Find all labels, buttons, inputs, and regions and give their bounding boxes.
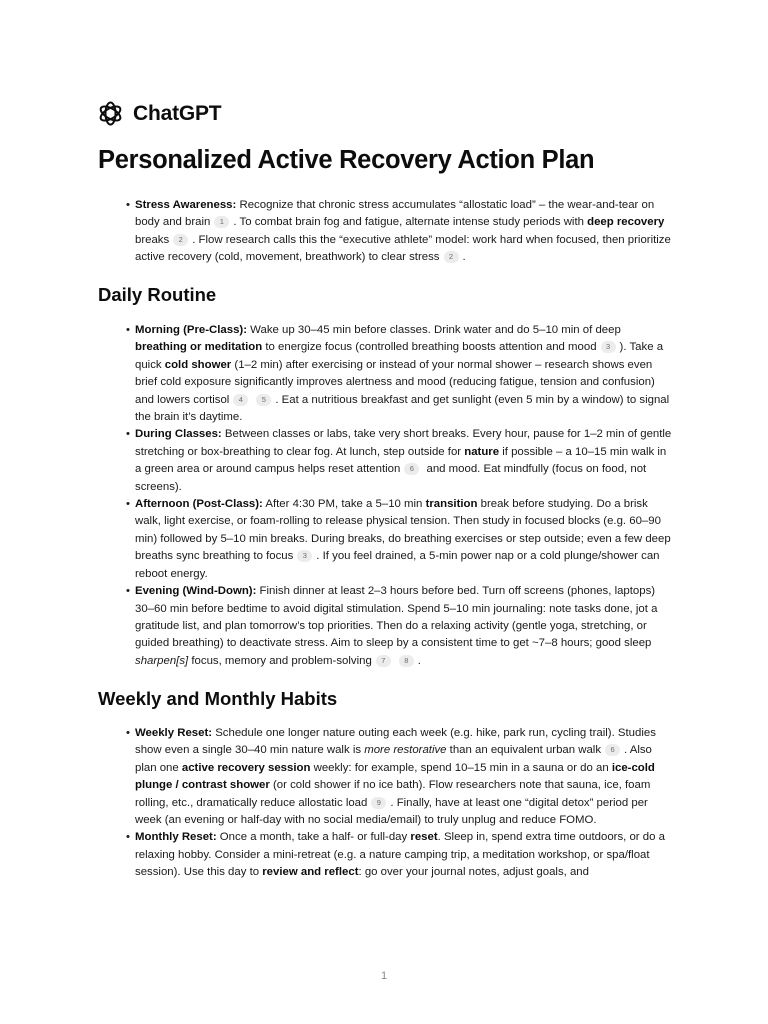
bold-text: reset <box>410 831 438 844</box>
bold-text: breathing or meditation <box>135 341 263 354</box>
item-label: Evening (Wind-Down): <box>135 585 257 598</box>
item-text: and mood. Eat mindfully (focus on food, not screens). <box>135 463 647 493</box>
citation-badge[interactable]: 8 <box>399 655 414 667</box>
bullet-marker: • <box>126 585 130 598</box>
item-text: . Eat a nutritious breakfast and get sunlight (even 5 min by a window) to signal the brain it’s daytime. <box>135 393 670 424</box>
citation-badge[interactable]: 9 <box>371 797 386 809</box>
list-item-during-classes <box>127 426 672 496</box>
item-text: ). Take a quick <box>135 341 664 371</box>
citation-badge[interactable]: 1 <box>214 216 229 228</box>
bold-text: ice-cold plunge / contrast shower <box>135 761 655 792</box>
list-item-evening <box>127 583 672 670</box>
item-label: Weekly Reset: <box>135 727 213 739</box>
item-text: (or cold shower if no ice bath). Flow researchers note that sauna, ice, foam rolling, etc., dramatically reduce allostatic load <box>135 779 651 809</box>
bullet-marker: • <box>126 498 130 511</box>
item-label: During Classes: <box>135 428 222 441</box>
list-item-stress-awareness <box>127 197 672 267</box>
list-item-afternoon <box>127 496 672 583</box>
page-title: Personalized Active Recovery Action Plan <box>98 146 595 174</box>
citation-badge[interactable]: 5 <box>256 394 271 406</box>
bullet-marker: • <box>126 428 130 441</box>
citation-badge[interactable]: 7 <box>376 655 391 667</box>
bold-text: deep recovery <box>587 216 665 229</box>
list-item-weekly-reset <box>127 725 672 829</box>
item-text: . Sleep in, spend extra time outdoors, or do a relaxing hobby. Consider a mini-retreat (e.g. a nature camping trip, a meditation workshop, or spa/float session). Use this day to <box>135 831 665 879</box>
intro-list <box>127 197 672 267</box>
chatgpt-logo-icon <box>97 100 124 127</box>
item-text: . Flow research calls this the “executive athlete” model: work hard when focused, then prioritize active recovery (cold, movement, breathwork) to clear stress <box>135 233 671 264</box>
item-text: to energize focus (controlled breathing boosts attention and mood <box>262 341 597 354</box>
item-label: Monthly Reset: <box>135 831 217 844</box>
citation-badge[interactable]: 3 <box>601 341 616 353</box>
item-text: Recognize that chronic stress accumulates “allostatic load” – the wear-and-tear on body and brain <box>135 199 655 229</box>
item-label: Stress Awareness: <box>135 199 237 211</box>
item-text: . If you feel drained, a 5-min power nap or a cold plunge/shower can reboot energy. <box>135 550 660 580</box>
item-text: . Also plan one <box>135 744 652 774</box>
item-text: break before studying. Do a brisk walk, light exercise, or foam-rolling to release physical tension. Then study in focused blocks (e.g. 60–90 min) followed by 5–10 min breaks. During breaks, do breathing exercises or step outside; even a few deep breaths sync breathing to focus <box>135 498 671 563</box>
citation-badge[interactable]: 2 <box>173 234 188 246</box>
bold-text: review and reflect <box>262 866 359 879</box>
item-text: (1–2 min) after exercising or instead of your normal shower – research shows even brief cold exposure significantly improves alertness and mood (reducing fatigue, tension and confusion) and lowers cortisol <box>135 358 655 406</box>
daily-routine-list <box>127 322 672 670</box>
item-text: than an equivalent urban walk <box>446 744 602 757</box>
bullet-marker: • <box>126 831 130 844</box>
bold-text: nature <box>464 445 500 458</box>
item-label: Afternoon (Post-Class): <box>135 498 263 511</box>
brand-name: ChatGPT <box>133 101 222 125</box>
item-text: . <box>417 654 421 667</box>
bullet-marker: • <box>126 727 130 739</box>
italic-text: more restorative <box>364 744 447 757</box>
item-label: Morning (Pre-Class): <box>135 324 248 336</box>
item-text: Between classes or labs, take very short breaks. Every hour, pause for 1–2 min of gentle stretching or box-breathing to clear fog. At lunch, step outside for <box>135 428 672 458</box>
item-text: . Finally, have at least one “digital detox” period per week (an evening or half-day with no social media/email) to truly unplug and reduce FOMO. <box>135 796 648 827</box>
item-text: : go over your journal notes, adjust goals, and <box>358 866 589 879</box>
item-text: After 4:30 PM, take a 5–10 min <box>262 498 426 511</box>
weekly-monthly-list <box>127 725 672 882</box>
page-number: 1 <box>380 970 388 982</box>
bullet-marker: • <box>126 199 130 211</box>
item-text: breaks <box>135 233 170 246</box>
citation-badge[interactable]: 6 <box>404 463 419 475</box>
bold-text: transition <box>425 498 478 511</box>
item-text: . <box>462 251 466 264</box>
list-item-monthly-reset <box>127 829 672 881</box>
bold-text: cold shower <box>164 358 232 371</box>
item-text: . To combat brain fog and fatigue, alternate intense study periods with <box>233 216 588 229</box>
list-item-morning <box>127 322 672 426</box>
citation-badge[interactable]: 3 <box>297 550 312 562</box>
italic-text: sharpen[s] <box>135 654 189 667</box>
item-text: Schedule one longer nature outing each week (e.g. hike, park run, cycling trail). Studies show even a single 30–40 min nature walk is <box>135 727 656 757</box>
section-heading-daily-routine: Daily Routine <box>98 284 217 305</box>
item-text: Finish dinner at least 2–3 hours before bed. Turn off screens (phones, laptops) 30–60 min before bedtime to avoid digital stimulation. Spend 5–10 min journaling: note tasks done, jot a gratitude list, and plan tomorrow’s top priorities. Then do a relaxing activity (gentle yoga, stretching, or guided breathing) to deactivate stress. Aim to sleep by a consistent time to get ~7–8 hours; good sleep <box>135 585 658 650</box>
item-text: Wake up 30–45 min before classes. Drink water and do 5–10 min of deep <box>247 324 621 336</box>
citation-badge[interactable]: 4 <box>233 394 248 406</box>
bullet-marker: • <box>126 324 130 336</box>
item-text: if possible – a 10–15 min walk in a green area or around campus helps reset attention <box>135 445 667 476</box>
item-text: weekly: for example, spend 10–15 min in a sauna or do an <box>310 761 612 774</box>
citation-badge[interactable]: 6 <box>605 744 620 756</box>
section-heading-weekly-monthly: Weekly and Monthly Habits <box>98 688 338 709</box>
bold-text: active recovery session <box>181 761 311 774</box>
item-text: focus, memory and problem-solving <box>188 654 372 667</box>
brand-header <box>97 100 221 127</box>
citation-badge[interactable]: 2 <box>444 251 459 263</box>
item-text: Once a month, take a half- or full-day <box>216 831 411 844</box>
